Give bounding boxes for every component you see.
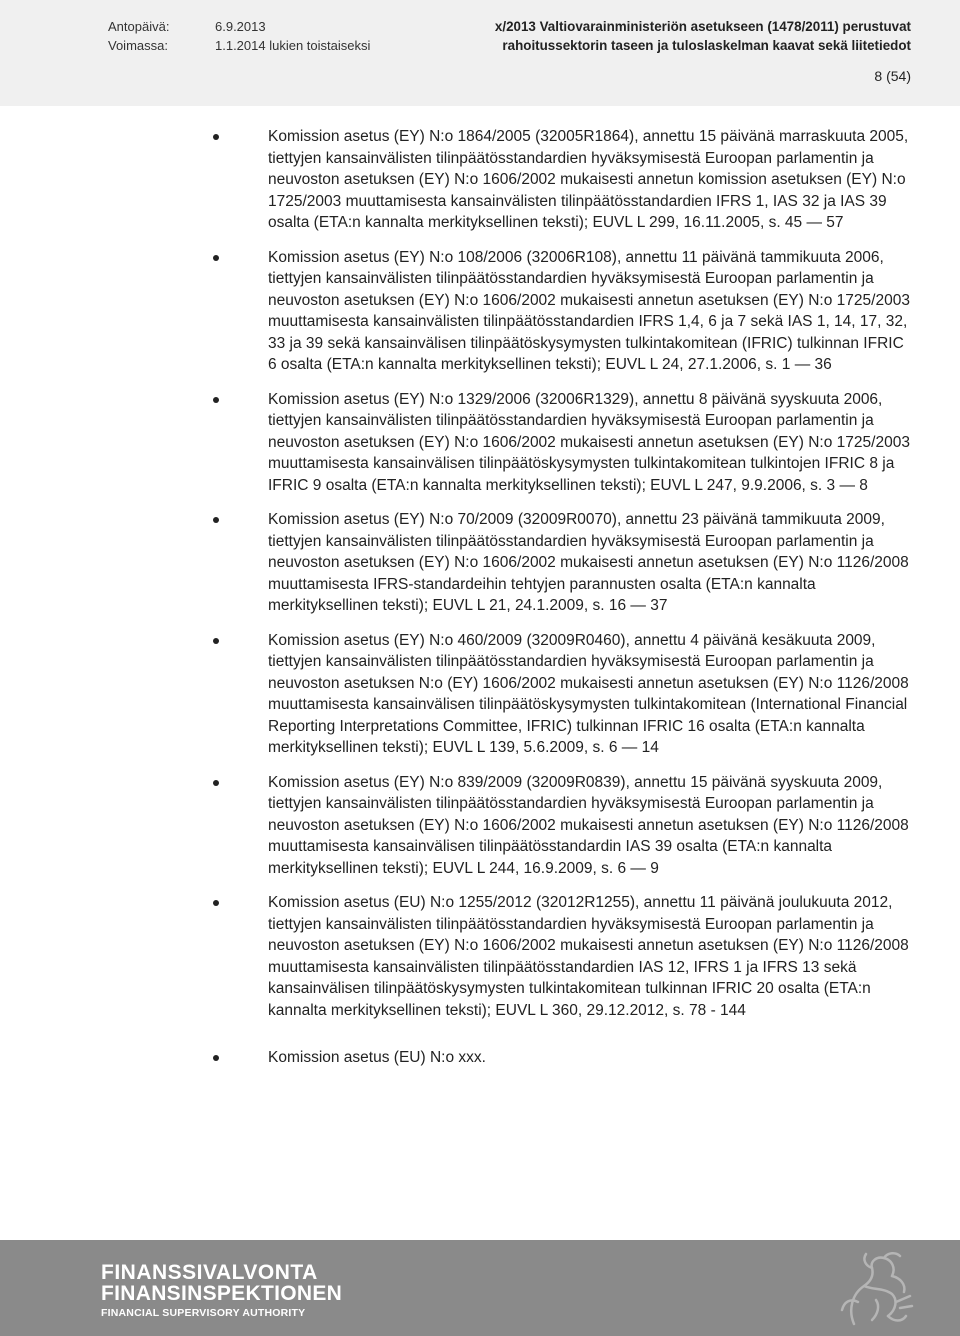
finnish-lion-emblem-icon: [836, 1246, 916, 1336]
header-validity-row: [108, 36, 370, 55]
page-header: [0, 0, 960, 106]
bullet-icon: [213, 1055, 219, 1061]
document-body: [0, 126, 960, 1082]
header-dates: [108, 17, 370, 55]
bullet-icon: [213, 780, 219, 786]
header-issue-date-row: [108, 17, 370, 36]
list-item-text: Komission asetus (EY) N:o 1329/2006 (32006R1329), annettu 8 päivänä syyskuuta 2006, tiettyjen kansainvälisten tilinpäätösstandardien hyväksymisestä Euroopan parlamentin ja neuvoston asetuksen (EY) N:o 1606/2002 mukaisesti annetun asetuksen (EY) N:o 1725/2003 muuttamisesta kansainvälisen tilinpäätöskysymysten tulkintakomitean tulkintojen IFRIC 8 ja IFRIC 9 osalta (ETA:n kannalta merkityksellinen teksti); EUVL L 247, 9.9.2006, s. 3 — 8: [268, 390, 910, 494]
bullet-icon: [213, 255, 219, 261]
bullet-icon: [213, 517, 219, 523]
regulation-list: [0, 126, 960, 1069]
page-footer: [0, 1240, 960, 1336]
header-title-line1: x/2013 Valtiovarainministeriön asetukseen (1478/2011) perustuvat: [494, 19, 911, 34]
header-title-line2: rahoitussektorin taseen ja tuloslaskelman kaavat sekä liitetiedot: [502, 38, 911, 53]
bullet-icon: [213, 900, 219, 906]
validity-value: 1.1.2014 lukien toistaiseksi: [215, 38, 371, 53]
logo-text-english: FINANCIAL SUPERVISORY AUTHORITY: [101, 1306, 306, 1319]
bullet-icon: [213, 397, 219, 403]
issue-date-value: 6.9.2013: [215, 19, 266, 34]
footer-logo: [101, 1262, 342, 1319]
list-item: [0, 892, 910, 1021]
list-item: [0, 126, 910, 234]
list-item: [0, 1047, 910, 1069]
header-title: [495, 17, 911, 55]
list-item-text: Komission asetus (EY) N:o 70/2009 (32009R0070), annettu 23 päivänä tammikuuta 2009, tiettyjen kansainvälisten tilinpäätösstandardien hyväksymisestä Euroopan parlamentin ja neuvoston asetuksen (EY) N:o 1606/2002 mukaisesti annetun asetuksen (EY) N:o 1126/2008 muuttamisesta IFRS-standardeihin tehtyjen parannusten osalta (ETA:n kannalta merkityksellinen teksti); EUVL L 21, 24.1.2009, s. 16 — 37: [268, 511, 909, 614]
list-item: [0, 772, 910, 880]
list-item: [0, 389, 910, 497]
list-item: [0, 509, 910, 617]
list-item-text: Komission asetus (EY) N:o 1864/2005 (32005R1864), annettu 15 päivänä marraskuuta 2005, tiettyjen kansainvälisten tilinpäätösstandardien hyväksymisestä Euroopan parlamentin ja neuvoston asetuksen (EY) N:o 1606/2002 mukaisesti annetun komission asetuksen (EY) N:o 1725/2003 muuttamisesta kansainvälisten tilinpäätösstandardien IFRS 1, IAS 32 ja IAS 39 osalta (ETA:n kannalta merkityksellinen teksti); EUVL L 299, 16.11.2005, s. 45 — 57: [268, 128, 909, 231]
list-item-text: Komission asetus (EU) N:o 1255/2012 (32012R1255), annettu 11 päivänä joulukuuta 2012, tiettyjen kansainvälisten tilinpäätösstandardien hyväksymisestä Euroopan parlamentin ja neuvoston asetuksen (EY) N:o 1606/2002 mukaisesti annetun asetuksen (EY) N:o 1126/2008 muuttamisesta kansainvälisten tilinpäätösstandardien IAS 12, IFRS 1 ja IFRS 13 sekä kansainvälisen tilinpäätöskysymysten tulkintakomitean tulkinnan IFRIC 20 osalta (ETA:n kannalta merkityksellinen teksti); EUVL L 360, 29.12.2012, s. 78 - 144: [268, 894, 909, 1019]
logo-text-finnish: FINANSSIVALVONTA: [101, 1261, 318, 1284]
list-item-text: Komission asetus (EY) N:o 108/2006 (32006R108), annettu 11 päivänä tammikuuta 2006, tiettyjen kansainvälisten tilinpäätösstandardien hyväksymisestä Euroopan parlamentin ja neuvoston asetuksen (EY) N:o 1606/2002 mukaisesti annetun asetuksen (EY) N:o 1725/2003 muuttamisesta kansainvälisten tilinpäätösstandardien IFRS 1,4, 6 ja 7 sekä IAS 1, 14, 17, 32, 33 ja 39 sekä kansainvälisen tilinpäätöskysymysten tulkintakomitean (IFRIC) tulkinnan IFRIC 6 osalta (ETA:n kannalta merkityksellinen teksti); EUVL L 24, 27.1.2006, s. 1 — 36: [268, 248, 910, 373]
bullet-icon: [213, 638, 219, 644]
logo-text-swedish: FINANSINSPEKTIONEN: [101, 1282, 343, 1306]
list-item-text: Komission asetus (EY) N:o 460/2009 (32009R0460), annettu 4 päivänä kesäkuuta 2009, tiettyjen kansainvälisten tilinpäätösstandardien hyväksymisestä Euroopan parlamentin ja neuvoston asetuksen N:o (EY) 1606/2002 mukaisesti annetun asetuksen (EY) N:o 1126/2008 muuttamisesta kansainvälisen tilinpäätöskysymysten tulkintakomitean (International Financial Reporting Interpretations Committee, IFRIC) tulkinnan IFRIC 16 osalta (ETA:n kannalta merkityksellinen teksti); EUVL L 139, 5.6.2009, s. 6 — 14: [268, 631, 909, 756]
list-item-text: Komission asetus (EY) N:o 839/2009 (32009R0839), annettu 15 päivänä syyskuuta 2009, tiettyjen kansainvälisten tilinpäätösstandardien hyväksymisestä Euroopan parlamentin ja neuvoston asetuksen (EY) N:o 1606/2002 mukaisesti annetun asetuksen (EY) N:o 1126/2008 muuttamisesta kansainvälisen tilinpäätösstandardin IAS 39 osalta (ETA:n kannalta merkityksellinen teksti); EUVL L 244, 16.9.2009, s. 6 — 9: [268, 773, 909, 877]
list-item: [0, 630, 910, 759]
list-item-text: Komission asetus (EU) N:o xxx.: [268, 1049, 486, 1066]
page-number: 8 (54): [874, 68, 911, 84]
bullet-icon: [213, 134, 219, 140]
list-item: [0, 247, 910, 376]
issue-date-label: Antopäivä:: [108, 19, 170, 34]
validity-label: Voimassa:: [108, 38, 168, 53]
